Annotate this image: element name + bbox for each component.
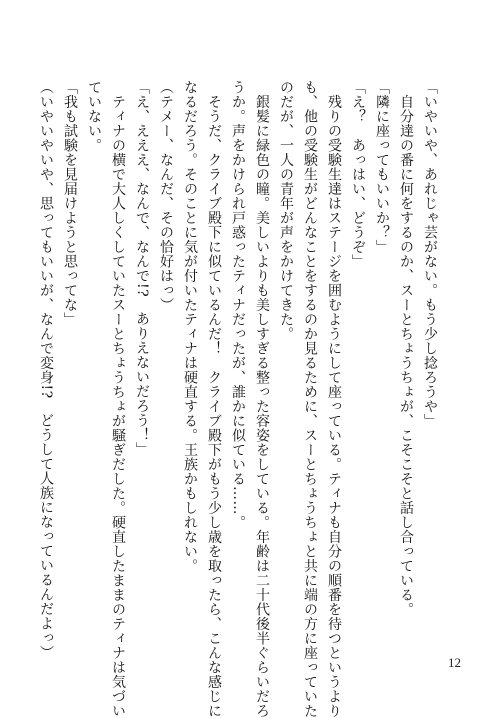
- text-line: なるだろう。そのことに気が付いたティナは硬直する。王族かもしれない。: [182, 80, 198, 573]
- text-line: うか。声をかけられ戸惑ったティナだったが、誰かに似ている……。: [230, 80, 246, 530]
- vertical-text-body: [38, 80, 442, 718]
- text-line: そうだ、クライブ殿下に似ているんだ！ クライブ殿下がもう少し歳を取ったら、こんな感じに: [206, 80, 222, 718]
- text-line: ティナの横で大人しくしていたスーとちょうちょが騒ぎだした。硬直したままのティナは気づい: [110, 80, 126, 718]
- text-line: のだが、一人の青年が声をかけてきた。: [278, 80, 294, 341]
- text-line: 残りの受験生達はステージを囲むようにして座っている。ティナも自分の順番を待つというより: [326, 80, 342, 718]
- text-line: ていない。: [86, 80, 102, 153]
- text-line: も、他の受験生がどんなことをするのか見るために、スーとちょうちょと共に端の方に座っていた: [302, 80, 318, 718]
- text-line: （テメー、なんだ、その恰好はっ）: [158, 80, 174, 312]
- page-number: 12: [448, 655, 461, 670]
- text-line: 「え、えええ、なんで、なんで!? ありえないだろう！」: [134, 80, 150, 457]
- text-line: （いやいやいや、思ってもいいが、なんで変身!? どうして人族になっているんだよっ）: [38, 80, 54, 660]
- text-line: 銀髪に緑色の瞳。美しいよりも美しすぎる整った容姿をしている。年齢は二十代後半ぐらいだろ: [254, 80, 270, 718]
- text-line: 「我も試験を見届けようと思ってな」: [62, 80, 78, 327]
- text-line: 「隣に座ってもいいか？」: [374, 80, 390, 254]
- text-line: 「いやいや、あれじゃ芸がない。もう少し捻ろうや」: [422, 80, 438, 428]
- text-line: 「え？ あっはい、どうぞ」: [350, 80, 366, 269]
- text-line: 自分達の番に何をするのか、スーとちょうちょが、こそこそと話し合っている。: [398, 80, 414, 617]
